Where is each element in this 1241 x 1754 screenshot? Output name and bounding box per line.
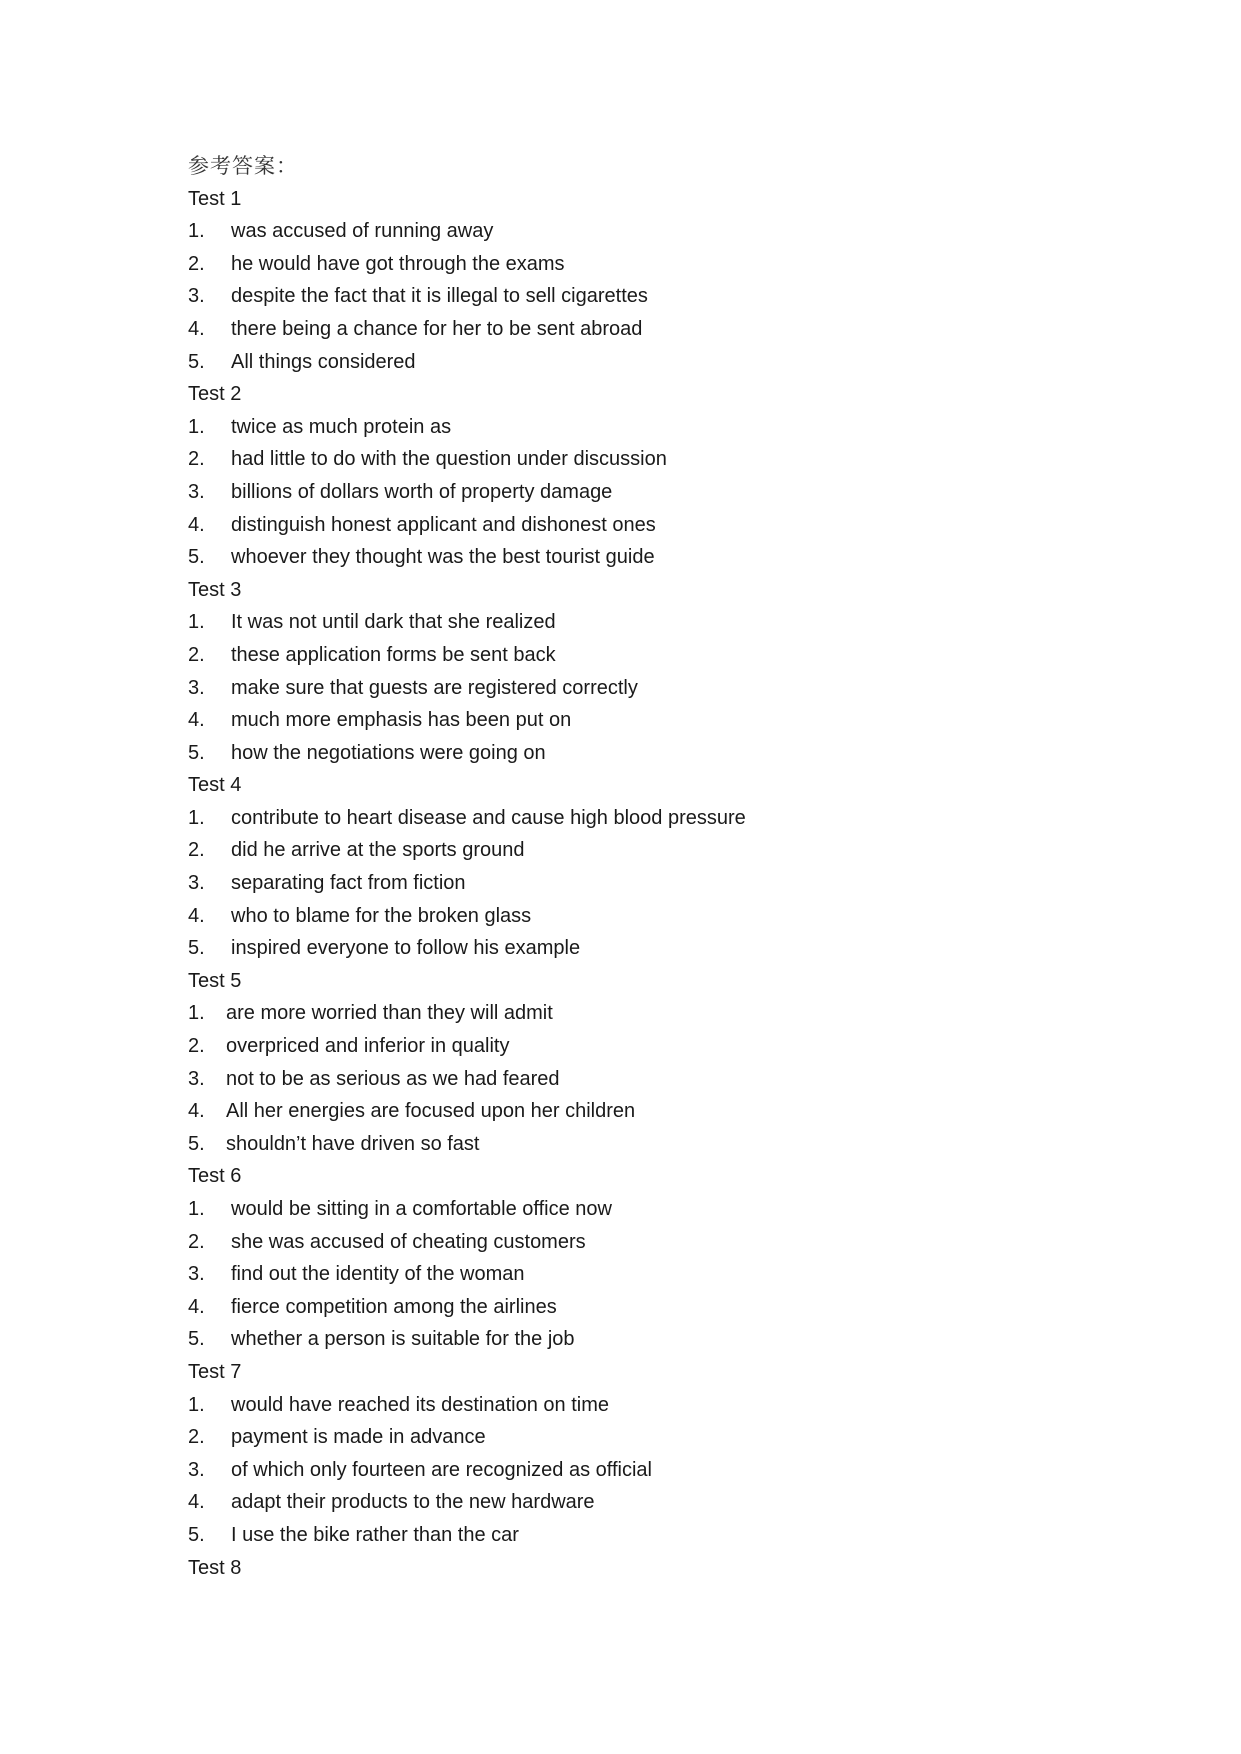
answer-item — [188, 1486, 1088, 1519]
answer-number: 5. — [188, 1523, 205, 1546]
answer-text: whether a person is suitable for the job — [231, 1328, 575, 1351]
answer-number: 2. — [188, 1426, 205, 1449]
answer-item — [188, 1030, 1088, 1063]
answer-item — [188, 900, 1088, 933]
answer-item — [188, 215, 1088, 248]
answer-item — [188, 867, 1088, 900]
answer-number: 5. — [188, 1132, 205, 1155]
answer-number: 4. — [188, 1491, 205, 1514]
answer-text: these application forms be sent back — [231, 643, 556, 666]
answer-number: 3. — [188, 676, 205, 699]
answer-number: 2. — [188, 643, 205, 666]
answer-number: 4. — [188, 317, 205, 340]
answer-item — [188, 932, 1088, 965]
answer-item — [188, 313, 1088, 346]
answer-text: All things considered — [231, 350, 416, 373]
answer-text: adapt their products to the new hardware — [231, 1491, 595, 1514]
answer-number: 1. — [188, 806, 205, 829]
answer-item — [188, 1258, 1088, 1291]
answer-text: overpriced and inferior in quality — [226, 1035, 510, 1058]
answer-text: separating fact from fiction — [231, 872, 466, 895]
answer-item — [188, 1063, 1088, 1096]
answer-item — [188, 802, 1088, 835]
answer-item — [188, 411, 1088, 444]
answer-text: payment is made in advance — [231, 1426, 486, 1449]
answer-item — [188, 834, 1088, 867]
answer-number: 5. — [188, 350, 205, 373]
answer-text: whoever they thought was the best tourist guide — [231, 546, 655, 569]
answer-item — [188, 1095, 1088, 1128]
answer-number: 5. — [188, 1328, 205, 1351]
answer-text: make sure that guests are registered correctly — [231, 676, 638, 699]
answer-number: 4. — [188, 904, 205, 927]
answer-item — [188, 1323, 1088, 1356]
answer-text: did he arrive at the sports ground — [231, 839, 525, 862]
answer-item — [188, 1128, 1088, 1161]
answer-number: 2. — [188, 839, 205, 862]
test-title: Test 4 — [188, 774, 242, 797]
test-title: Test 5 — [188, 969, 242, 992]
answer-text: All her energies are focused upon her children — [226, 1100, 636, 1123]
answer-text: find out the identity of the woman — [231, 1263, 525, 1286]
answer-text: of which only fourteen are recognized as official — [231, 1458, 652, 1481]
answer-item — [188, 606, 1088, 639]
answer-text: would be sitting in a comfortable office now — [231, 1198, 612, 1220]
answer-item — [188, 639, 1088, 672]
answer-text: was accused of running away — [231, 220, 494, 243]
answer-number: 5. — [188, 546, 205, 569]
answer-text: who to blame for the broken glass — [231, 904, 532, 927]
answer-item — [188, 1226, 1088, 1259]
answer-number: 1. — [188, 220, 205, 243]
answer-number: 3. — [188, 1067, 205, 1090]
answer-item — [188, 248, 1088, 281]
answer-number: 1. — [188, 1393, 205, 1416]
answer-text: how the negotiations were going on — [231, 741, 546, 764]
answer-number: 3. — [188, 285, 205, 308]
answer-text: there being a chance for her to be sent abroad — [231, 317, 643, 340]
answer-text: contribute to heart disease and cause high blood pressure — [231, 806, 746, 829]
test-title: Test 6 — [188, 1165, 242, 1188]
answer-text: had little to do with the question under discussion — [231, 448, 667, 471]
answer-item — [188, 1421, 1088, 1454]
answer-text: despite the fact that it is illegal to sell cigarettes — [231, 285, 648, 308]
answer-item — [188, 1454, 1088, 1487]
answer-text: would have reached its destination on time — [231, 1393, 610, 1416]
answer-text: distinguish honest applicant and dishonest ones — [231, 513, 656, 536]
answer-number: 2. — [188, 1230, 205, 1253]
answer-number: 2. — [188, 252, 205, 275]
answer-text: twice as much protein as — [231, 415, 452, 438]
answer-item — [188, 1389, 1088, 1422]
answer-number: 1. — [188, 415, 205, 438]
answer-item — [188, 346, 1088, 379]
test-title: Test 7 — [188, 1360, 242, 1383]
answer-text: billions of dollars worth of property damage — [231, 480, 613, 503]
answer-item — [188, 280, 1088, 313]
answer-text: much more emphasis has been put on — [231, 709, 572, 732]
page-heading: 参考答案： — [188, 154, 298, 178]
answer-number: 3. — [188, 872, 205, 895]
answer-number: 2. — [188, 448, 205, 471]
answer-text: he would have got through the exams — [231, 252, 565, 275]
answer-text: not to be as serious as we had feared — [226, 1067, 560, 1090]
answer-number: 2. — [188, 1035, 205, 1058]
answer-number: 5. — [188, 937, 205, 960]
answer-text: It was not until dark that she realized — [231, 611, 556, 634]
test-title: Test 3 — [188, 578, 242, 601]
answer-number: 1. — [188, 1002, 205, 1025]
answer-number: 1. — [188, 611, 205, 634]
tests-list — [188, 183, 1088, 1585]
answer-text: she was accused of cheating customers — [231, 1230, 586, 1253]
answer-item — [188, 704, 1088, 737]
answer-text: I use the bike rather than the car — [231, 1523, 519, 1546]
answer-text: fierce competition among the airlines — [231, 1295, 557, 1318]
answer-item — [188, 541, 1088, 574]
answer-number: 4. — [188, 1100, 205, 1123]
answer-key — [188, 150, 1088, 1584]
answer-text: are more worried than they will admit — [226, 1002, 553, 1025]
answer-item — [188, 476, 1088, 509]
answer-number: 3. — [188, 1263, 205, 1286]
answer-item — [188, 1291, 1088, 1324]
answer-item — [188, 509, 1088, 542]
answer-item — [188, 1519, 1088, 1552]
answer-text: inspired everyone to follow his example — [231, 937, 581, 960]
answer-number: 3. — [188, 1458, 205, 1481]
answer-text: shouldn’t have driven so fast — [226, 1132, 480, 1155]
test-title: Test 1 — [188, 187, 242, 210]
answer-item — [188, 737, 1088, 770]
answer-number: 4. — [188, 709, 205, 732]
test-title: Test 8 — [188, 1556, 242, 1579]
answer-item — [188, 997, 1088, 1030]
answer-item — [188, 443, 1088, 476]
answer-item — [188, 1193, 1088, 1226]
answer-number: 1. — [188, 1198, 205, 1220]
answer-number: 5. — [188, 741, 205, 764]
answer-number: 3. — [188, 480, 205, 503]
test-title: Test 2 — [188, 383, 242, 406]
answer-number: 4. — [188, 1295, 205, 1318]
answer-number: 4. — [188, 513, 205, 536]
answer-item — [188, 672, 1088, 705]
